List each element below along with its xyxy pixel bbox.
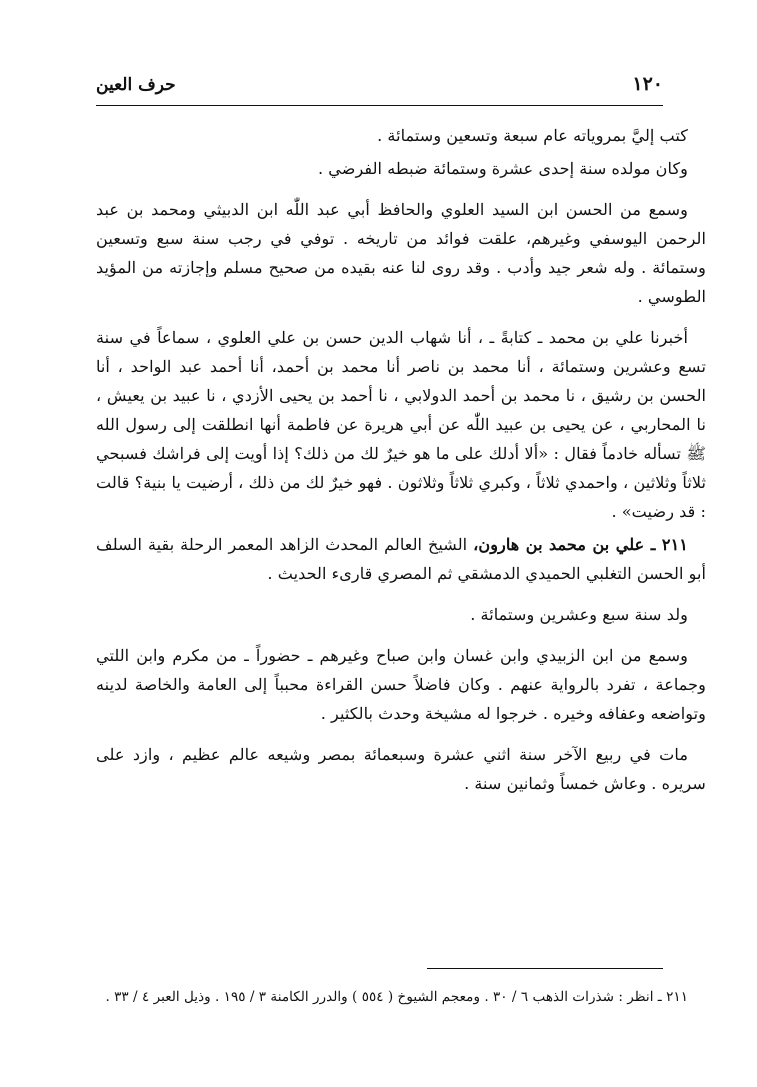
biography-heading: ٢١١ ـ علي بن محمد بن هارون، <box>473 535 688 554</box>
paragraph: وسمع من الحسن ابن السيد العلوي والحافظ أبي عبد اللّٰه ابن الدبيثي ومحمد بن عبد الرحمن اليوسفي وغيرهم، علقت فوائد من تاريخه . توفي في رجب سنة سبع وتسعين وستمائة . وله شعر جيد وأدب . وقد روى لنا عنه بقيده من صحيح مسلم وإجازته من المؤيد الطوسي . <box>96 200 706 306</box>
paragraph: مات في ربيع الآخر سنة اثني عشرة وسبعمائة بمصر وشيعه عالم عظيم ، وازد على سريره . وعاش خمساً وثمانين سنة . <box>96 745 706 793</box>
footnote-separator <box>427 968 663 969</box>
biography-entry <box>96 530 706 588</box>
paragraph: ولد سنة سبع وعشرين وستمائة . <box>470 605 688 624</box>
biography-text: الشيخ العالم المحدث الزاهد المعمر الرحلة بقية السلف أبو الحسن التغلبي الحميدي الدمشقي ثم المصري قارىء الحديث . <box>96 535 706 583</box>
page-number: ١٢٠ <box>632 73 663 95</box>
running-title: حرف العين <box>96 75 176 95</box>
paragraph: وكان مولده سنة إحدى عشرة وستمائة ضبطه الفرضي . <box>317 159 688 178</box>
paragraph: وسمع من ابن الزبيدي وابن غسان وابن صباح وغيرهم ـ حضوراً ـ من مكرم وابن اللتي وجماعة ، تفرد بالرواية عنهم . وكان فاضلاً حسن القراءة محبباً إلى العامة والخاصة لدينه وتواضعه وعفافه وخيره . خرجوا له مشيخة وحدث بالكثير . <box>96 646 706 723</box>
footnote: ٢١١ ـ انظر : شذرات الذهب ٦ / ٣٠ . ومعجم الشيوخ ( ٥٥٤ ) والدرر الكامنة ٣ / ١٩٥ . وذيل العبر ٤ / ٣٣ . <box>105 989 688 1005</box>
paragraph: أخبرنا علي بن محمد ـ كتابةً ـ ، أنا شهاب الدين حسن بن علي العلوي ، سماعاً في سنة تسع وعشرين وستمائة ، أنا محمد بن ناصر أنا محمد بن أحمد، أنا أحمد عبد الواحد ، أنا الحسن بن رشيق ، نا محمد بن أحمد الدولابي ، نا أحمد بن يحيى الأزدي ، نا عبيد بن يعيش ، نا المحاربي ، عن يحيى بن عبيد اللّٰه عن أبي هريرة عن فاطمة أنها انطلقت إلى رسول الله ﷺ تسأله خادماً فقال : «ألا أدلك على ما هو خيرٌ لك من ذلك؟ إذا أويت إلى فراشك فسبحي ثلاثاً وثلاثين ، واحمدي ثلاثاً ، وكبري ثلاثاً وثلاثون . فهو خيرٌ لك من ذلك ، أرضيت يا بنية؟ قالت : قد رضيت» . <box>96 328 706 521</box>
paragraph: كتب إليَّ بمروياته عام سبعة وتسعين وستمائة . <box>377 126 688 145</box>
body-text <box>96 121 706 810</box>
page-header <box>96 73 663 106</box>
